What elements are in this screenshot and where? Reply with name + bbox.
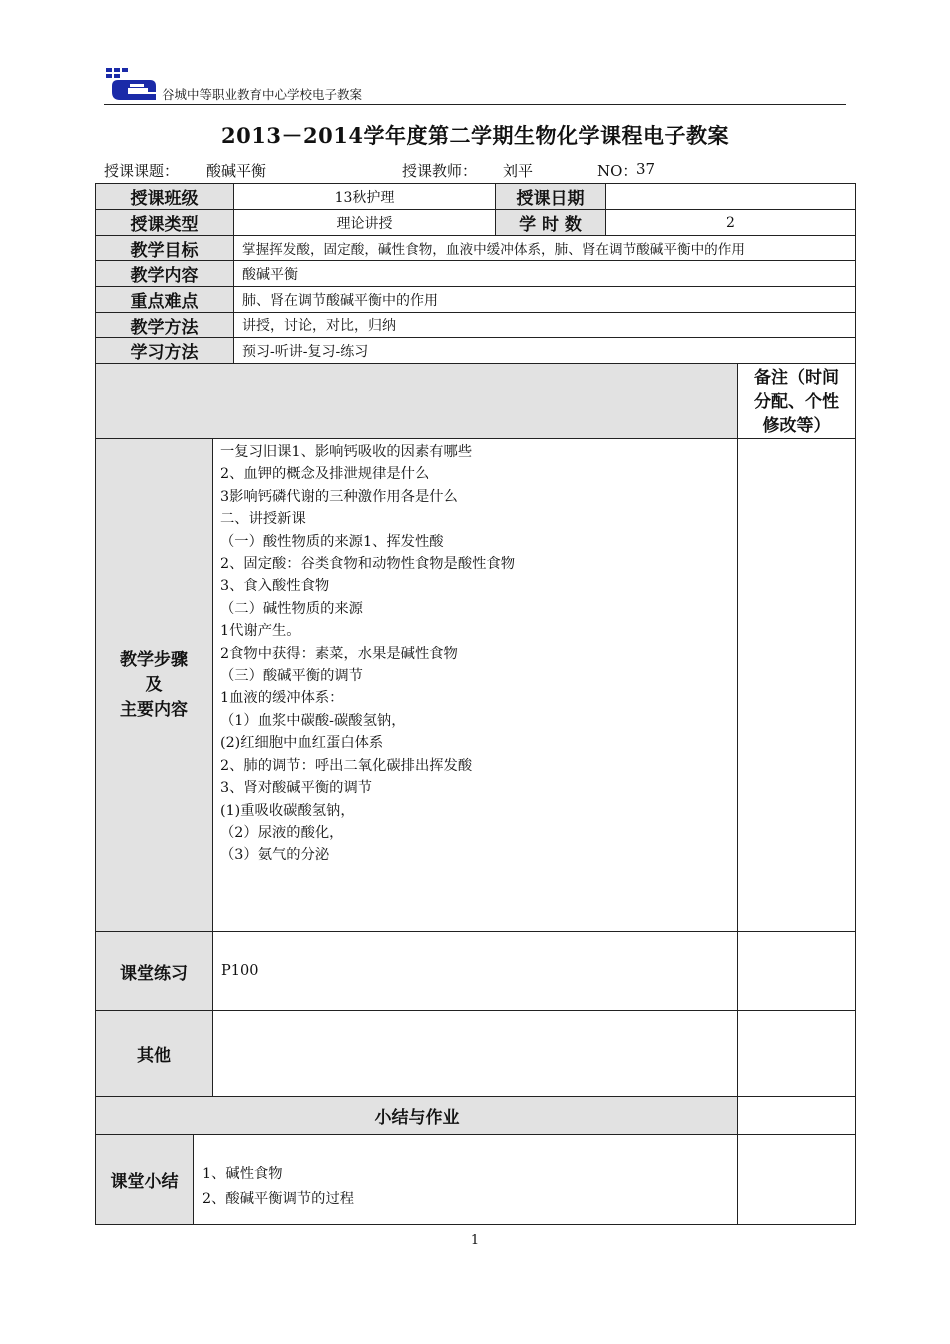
learn-label: 学习方法 (130, 343, 199, 363)
hours-value: 2 (726, 214, 735, 231)
goal-value: 掌握挥发酸，固定酸，碱性食物，血液中缓冲体系，肺、肾在调节酸碱平衡中的作用 (242, 242, 745, 258)
step-line: 2、肺的调节：呼出二氧化碳排出挥发酸 (220, 757, 473, 774)
step-line: (1)重吸收碳酸氢钠， (220, 802, 355, 819)
step-line: （一）酸性物质的来源1、挥发性酸 (220, 533, 444, 550)
date-value (606, 184, 855, 209)
goal-label: 教学目标 (130, 240, 199, 261)
exercise-value: P100 (221, 963, 259, 979)
step-line: （二）碱性物质的来源 (220, 600, 363, 617)
steps-label: 教学步骤 及 主要内容 (120, 650, 188, 720)
content-value: 酸碱平衡 (242, 266, 298, 283)
type-label: 授课类型 (130, 215, 199, 235)
exercise-label: 课堂练习 (120, 963, 188, 984)
type-value: 理论讲授 (336, 215, 393, 232)
method-label: 教学方法 (130, 317, 199, 338)
step-line: （2）尿液的酸化， (220, 824, 344, 841)
step-line: 3、食入酸性食物 (220, 578, 330, 595)
hours-label: 学 时 数 (519, 215, 582, 235)
page-number: 1 (470, 1233, 480, 1248)
step-line: 1代谢产生。 (220, 623, 301, 640)
key-value: 肺、肾在调节酸碱平衡中的作用 (242, 292, 438, 309)
class-value: 13秋护理 (334, 189, 395, 206)
summary-label: 课堂小结 (110, 1172, 179, 1192)
step-line: 3、肾对酸碱平衡的调节 (220, 780, 373, 797)
method-value: 讲授，讨论，对比，归纳 (242, 318, 396, 334)
date-label: 授课日期 (516, 189, 585, 209)
step-line: （三）酸碱平衡的调节 (220, 668, 363, 685)
topic-value: 酸碱平衡 (206, 162, 267, 180)
teacher-value: 刘平 (503, 162, 534, 180)
step-line: （1）血浆中碳酸-碳酸氢钠， (220, 712, 406, 729)
step-line: 一复习旧课1、影响钙吸收的因素有哪些 (220, 444, 473, 460)
topic-label: 授课课题： (104, 162, 180, 180)
content-label: 教学内容 (130, 266, 199, 286)
step-line: (2)红细胞中血红蛋白体系 (220, 735, 384, 752)
step-line: （3）氨气的分泌 (220, 847, 330, 864)
learn-value: 预习-听讲-复习-练习 (242, 343, 369, 360)
number-value: 37 (636, 160, 656, 178)
step-line: 3影响钙磷代谢的三种激作用各是什么 (220, 488, 458, 505)
key-label: 重点难点 (130, 292, 199, 312)
step-line: 二、讲授新课 (220, 511, 306, 528)
step-line: 1血液的缓冲体系： (220, 690, 344, 707)
summary-header: 小结与作业 (374, 1108, 460, 1128)
page-header (104, 66, 846, 105)
steps-content (220, 441, 515, 867)
school-logo (104, 66, 158, 102)
summary-content (202, 1162, 354, 1212)
teacher-label: 授课教师： (402, 162, 478, 180)
step-line: 2、血钾的概念及排泄规律是什么 (220, 466, 430, 483)
remark-header: 备注（时间 分配、个性 修改等） (754, 368, 839, 436)
summary-line: 2、酸碱平衡调节的过程 (202, 1191, 355, 1207)
step-line: 2食物中获得：素菜，水果是碱性食物 (220, 645, 458, 662)
summary-line: 1、碱性食物 (202, 1166, 283, 1182)
document-title: 2013－2014学年度第二学期生物化学课程电子教案 (221, 123, 729, 148)
school-name: 谷城中等职业教育中心学校电子教案 (162, 87, 363, 102)
number-label: NO： (597, 162, 638, 180)
class-label: 授课班级 (130, 189, 199, 209)
step-line: 2、固定酸：谷类食物和动物性食物是酸性食物 (220, 556, 516, 573)
other-label: 其他 (137, 1046, 171, 1066)
